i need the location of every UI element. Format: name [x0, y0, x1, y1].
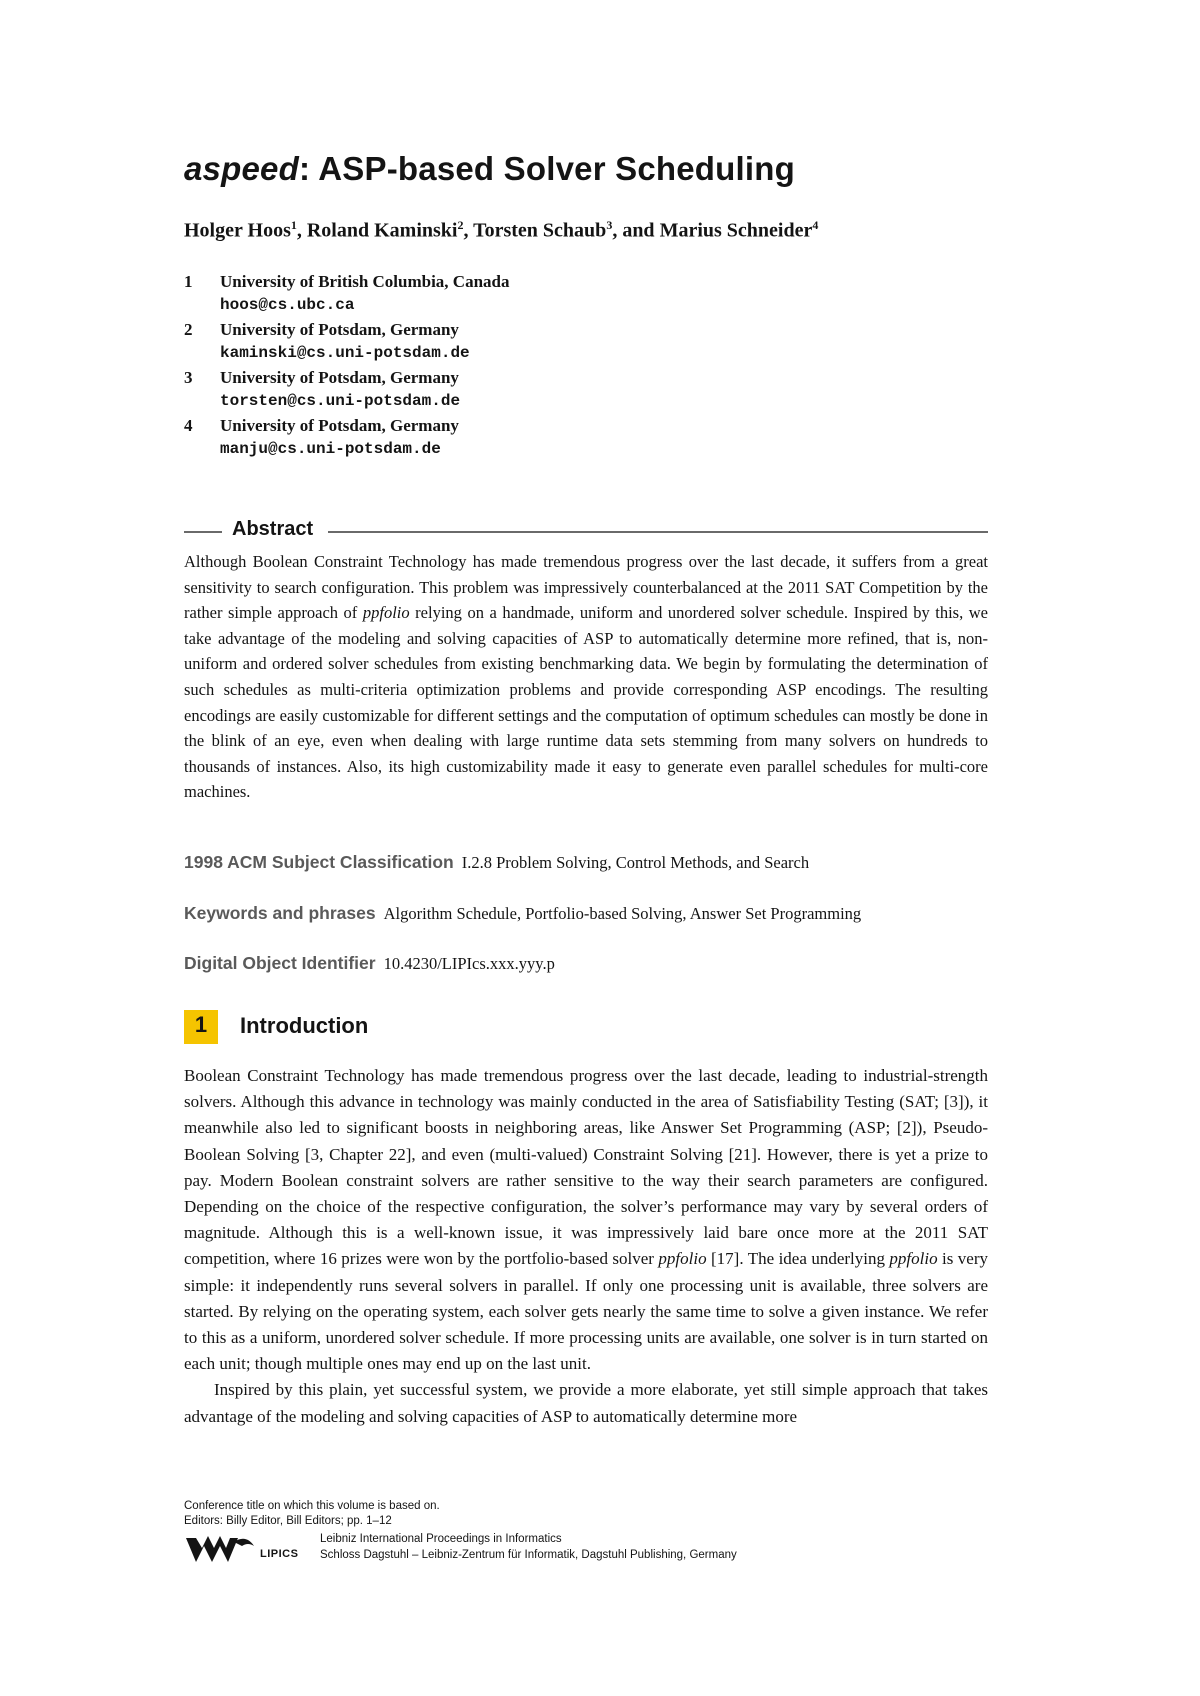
section-heading [184, 1010, 584, 1046]
lipics-logo-icon [184, 1532, 256, 1566]
acm-classification-value: I.2.8 Problem Solving, Control Methods, and Search [461, 853, 810, 872]
heading-rule-right [328, 531, 988, 533]
doi-value: 10.4230/LIPIcs.xxx.yyy.p [383, 954, 555, 973]
heading-rule-left [184, 531, 222, 533]
abstract-heading-rule [184, 518, 988, 544]
abstract-text [184, 549, 988, 805]
footer-editors: Editors: Billy Editor, Bill Editors; pp. 1–12 [184, 1515, 392, 1527]
affiliation-email: manju@cs.uni-potsdam.de [220, 440, 441, 458]
acm-classification [184, 852, 988, 873]
author-separator: , [296, 219, 307, 242]
affiliation-email: hoos@cs.ubc.ca [220, 296, 355, 314]
author-name: Holger Hoos [184, 219, 291, 242]
affiliation-item [184, 320, 984, 368]
abstract-text-part: relying on a handmade, uniform and unordered solver schedule. Inspired by this, we take advantage of the modeling and solving capacities of ASP to automatically determine more refined, that is, non-uniform and ordered solver schedules from existing benchmarking data. We begin by formulating the determination of such schedules as multi-criteria optimization problems and provide corresponding ASP encodings. The resulting encodings are easily customizable for different settings and the computation of optimum schedules can mostly be done in the blink of an eye, even when dealing with large runtime data sets stemming from many solvers on hundreds to thousands of instances. Also, its high customizability made it easy to generate even parallel schedules for multi-core machines. [184, 603, 988, 802]
paper-title-italic: aspeed [184, 150, 299, 187]
ppfolio-mention: ppfolio [658, 1249, 707, 1269]
affiliation-number: 4 [184, 416, 193, 435]
affiliation-number: 2 [184, 320, 193, 339]
keywords [184, 903, 988, 924]
affiliation-number: 1 [184, 272, 193, 291]
affiliation-email: torsten@cs.uni-potsdam.de [220, 392, 461, 410]
affiliation-institution: University of British Columbia, Canada [220, 272, 510, 291]
paper-title [184, 150, 795, 188]
section-number: 1 [194, 1012, 208, 1037]
affiliation-institution: University of Potsdam, Germany [220, 320, 459, 339]
section-title: Introduction [240, 1013, 369, 1038]
author-name: Torsten Schaub [473, 219, 607, 242]
paragraph-text: Boolean Constraint Technology has made tremendous progress over the last decade, leading to industrial-strength solvers. Although this advance in technology was mainly conducted in the area of Satisfiability Testing (SAT; [3]), it meanwhile also led to significant boosts in neighboring areas, like Answer Set Programming (ASP; [2]), Pseudo-Boolean Solving [3, Chapter 22], and even (multi-valued) Constraint Solving [21]. However, there is yet a prize to pay. Modern Boolean constraint solvers are rather sensitive to the way their search parameters are configured. Depending on the choice of the respective configuration, the solver’s performance may vary by several orders of magnitude. Although this is a well-known issue, it was impressively laid bare once more at the 2011 SAT competition, where 16 prizes were won by the portfolio-based solver [184, 1066, 988, 1269]
affiliation-item [184, 272, 984, 320]
section-body [184, 1063, 988, 1430]
keywords-value: Algorithm Schedule, Portfolio-based Solving, Answer Set Programming [383, 904, 862, 923]
affiliation-number: 3 [184, 368, 193, 387]
footer-conference: Conference title on which this volume is based on. [184, 1500, 440, 1512]
footer-lipics-wordmark: LIPICS [260, 1548, 299, 1560]
author-name: Marius Schneider [659, 219, 813, 242]
affiliation-item [184, 416, 984, 464]
paragraph-text: is very simple: it independently runs several solvers in parallel. If only one processing unit is available, three solvers are started. By relying on the operating system, each solver gets nearly the same time to solve a given instance. We refer to this as a uniform, unordered solver schedule. If more processing units are available, one solver is in turn started on each unit; though multiple ones may end up on the last unit. [184, 1249, 989, 1374]
affiliation-email: kaminski@cs.uni-potsdam.de [220, 344, 470, 362]
footer-publisher: Schloss Dagstuhl – Leibniz-Zentrum für Informatik, Dagstuhl Publishing, Germany [320, 1549, 737, 1561]
author-affiliation-mark: 1 [290, 218, 297, 232]
affiliation-institution: University of Potsdam, Germany [220, 368, 459, 387]
author-affiliation-mark: 4 [812, 218, 819, 232]
author-list [184, 218, 818, 243]
abstract-heading: Abstract [232, 518, 314, 540]
paragraph [184, 1063, 988, 1377]
author-affiliation-mark: 2 [457, 218, 464, 232]
keywords-label: Keywords and phrases [184, 903, 376, 923]
paragraph: Inspired by this plain, yet successful system, we provide a more elaborate, yet still simple approach that takes advantage of the modeling and solving capacities of ASP to automatically determine more [184, 1380, 988, 1426]
affiliation-institution: University of Potsdam, Germany [220, 416, 459, 435]
author-separator: , and [612, 219, 660, 242]
abstract-text-part: Although Boolean Constraint Technology has made tremendous progress over the last decade, it suffers from a great sensitivity to search configuration. This problem was impressively counterbalanced at the 2011 SAT Competition by the rather simple approach of [184, 552, 988, 623]
author-separator: , [463, 219, 474, 242]
author-affiliation-mark: 3 [606, 218, 613, 232]
affiliation-item [184, 368, 984, 416]
ppfolio-mention: ppfolio [889, 1249, 938, 1269]
doi [184, 953, 988, 974]
acm-classification-label: 1998 ACM Subject Classification [184, 852, 454, 872]
paragraph-text: [17]. The idea underlying [706, 1249, 890, 1269]
author-name: Roland Kaminski [306, 219, 458, 242]
doi-label: Digital Object Identifier [184, 953, 376, 973]
abstract-ppfolio: ppfolio [362, 603, 410, 623]
paper-title-rest: : ASP-based Solver Scheduling [298, 150, 795, 187]
affiliation-list [184, 272, 984, 464]
footer-series: Leibniz International Proceedings in Informatics [320, 1533, 562, 1545]
